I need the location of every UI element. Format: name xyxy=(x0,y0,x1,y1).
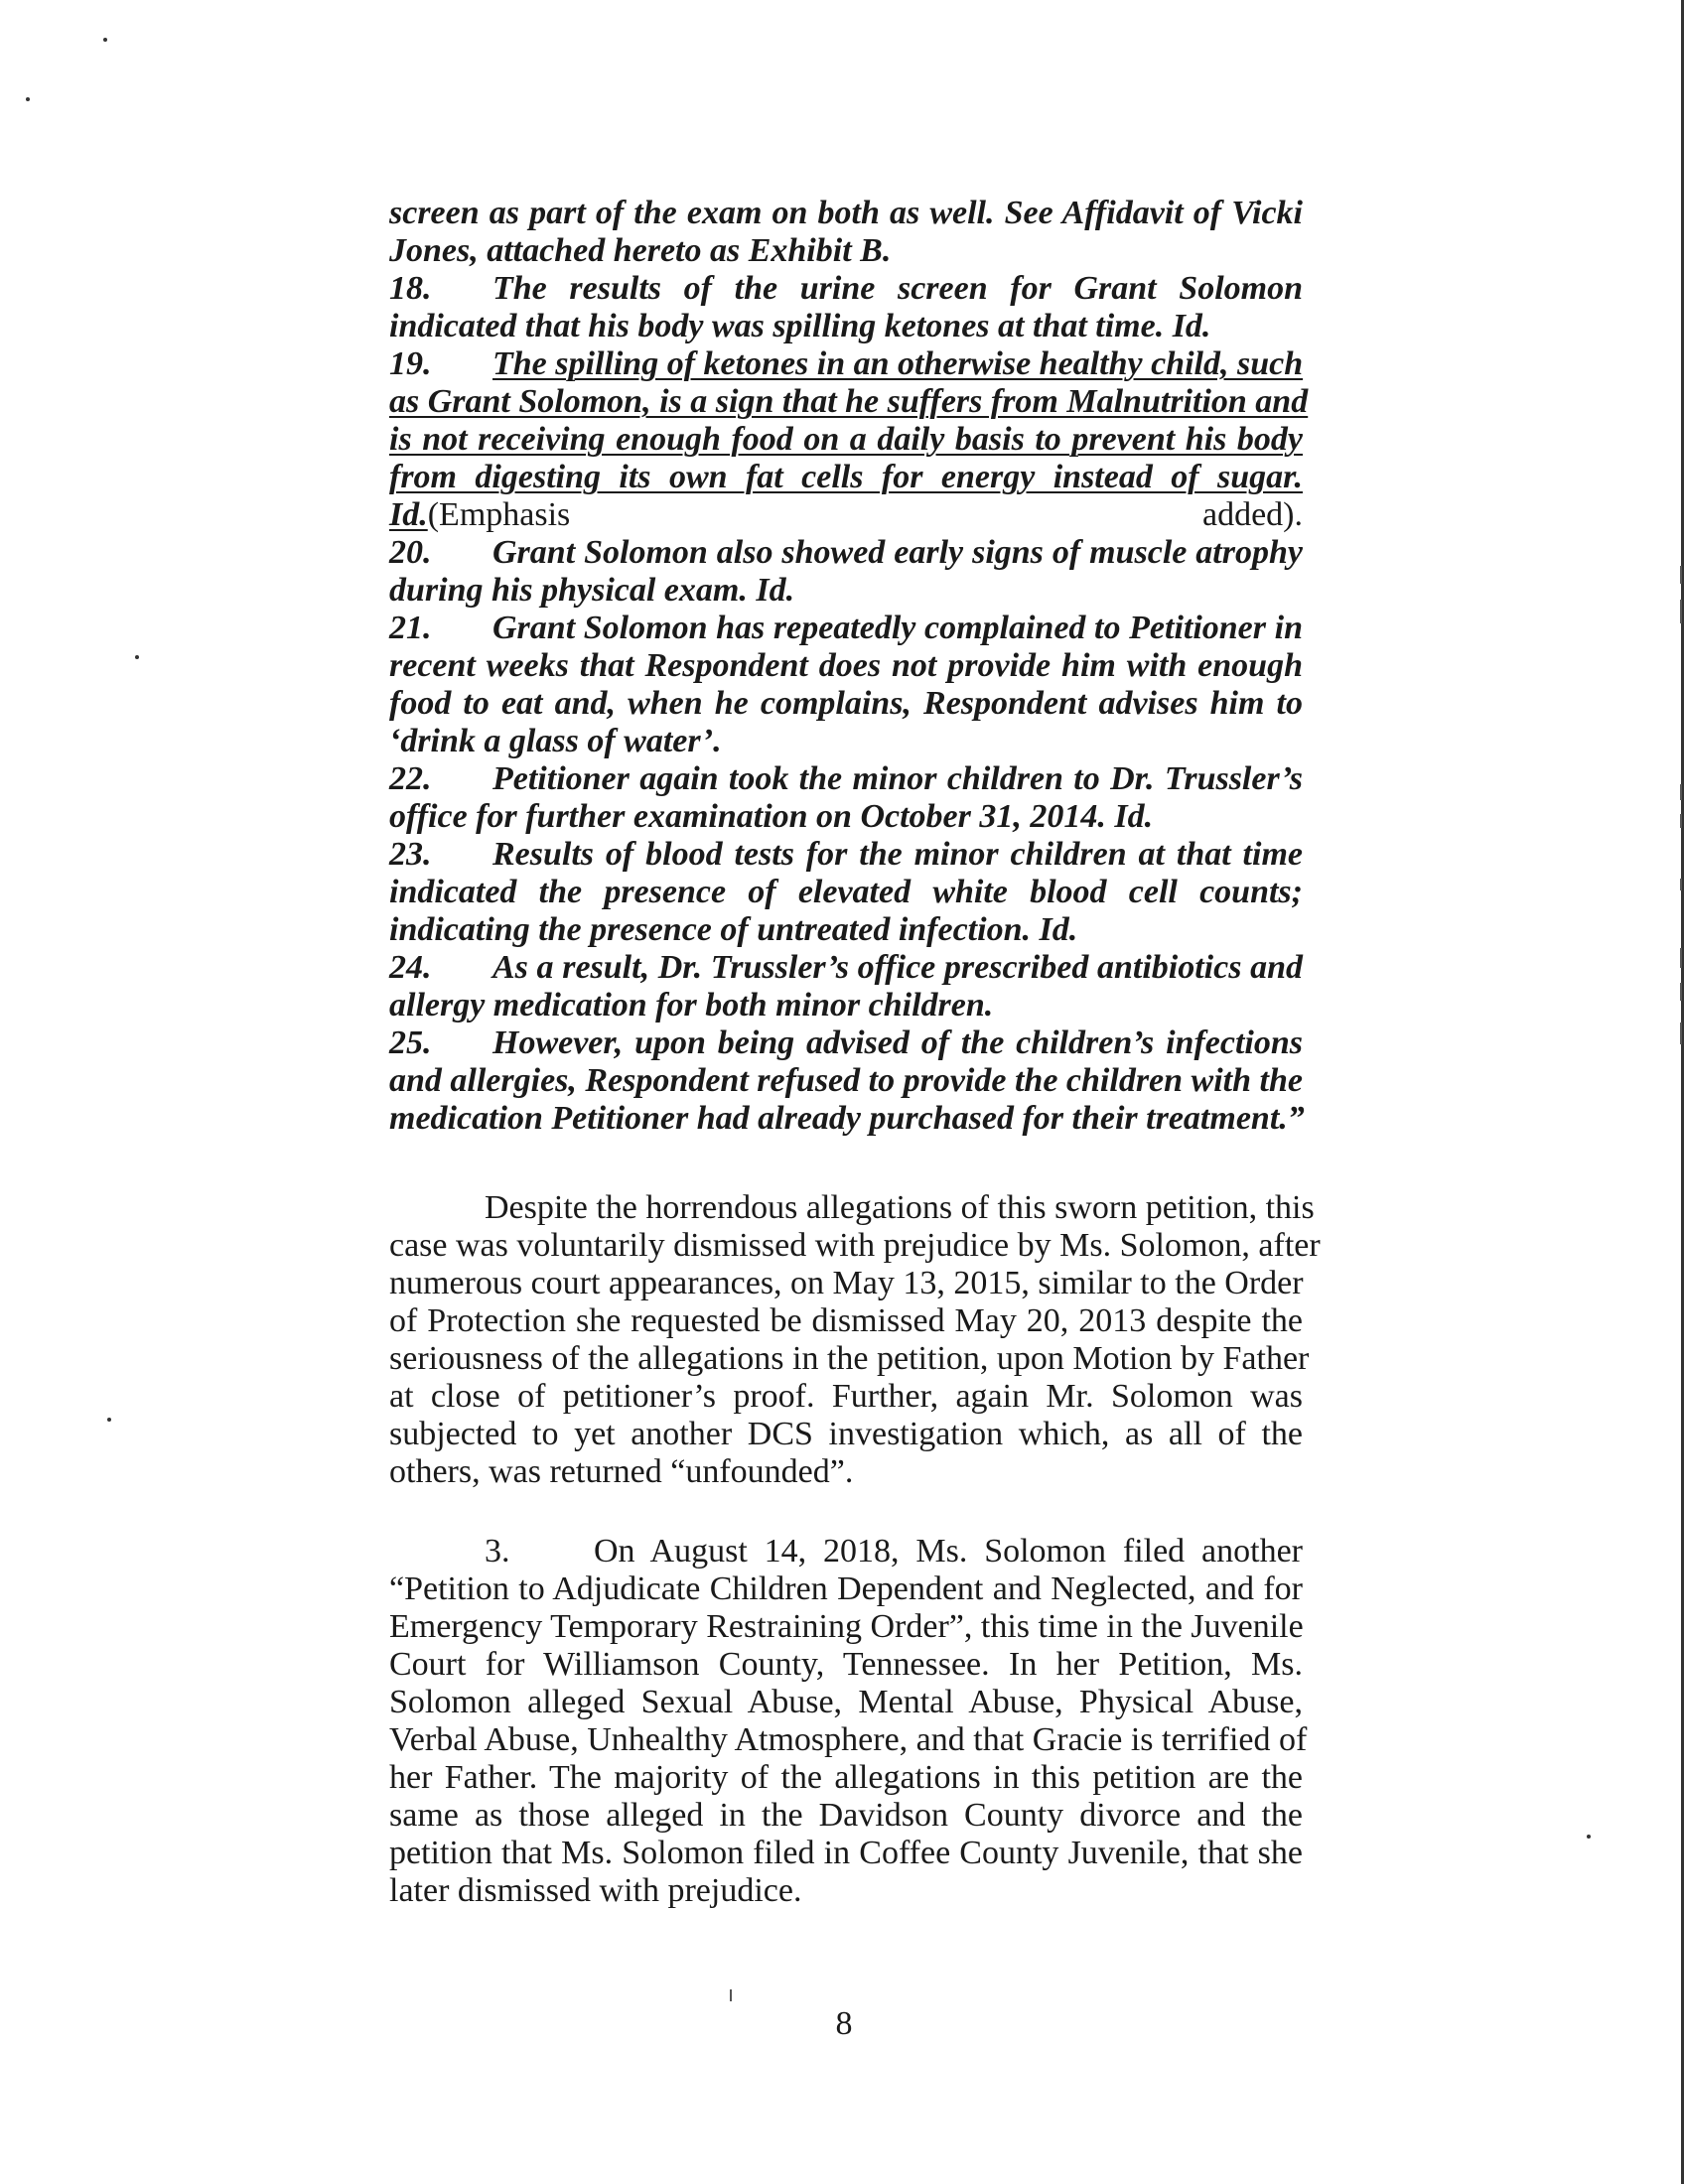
paragraph-number: 25. xyxy=(389,1024,432,1061)
quote-line: indicated that his body was spilling ketones at that time. Id. xyxy=(389,308,1211,344)
paragraph-line: at close of petitioner’s proof. Further, again Mr. Solomon was xyxy=(389,1378,1303,1415)
quote-line: recent weeks that Respondent does not provide him with enough xyxy=(389,647,1303,684)
paragraph-number: 22. xyxy=(389,760,432,797)
allegation-23: 23. Results of blood tests for the minor children at that time xyxy=(389,836,1303,873)
paragraph-number: 3. xyxy=(485,1533,510,1570)
emphasis-note xyxy=(389,496,1303,534)
paragraph-line: Solomon alleged Sexual Abuse, Mental Abuse, Physical Abuse, xyxy=(389,1684,1303,1720)
scan-speck xyxy=(135,655,139,659)
allegation-24: 24. As a result, Dr. Trussler’s office prescribed antibiotics and xyxy=(389,949,1303,986)
paragraph-first-line: 3. On August 14, 2018, Ms. Solomon filed another xyxy=(485,1533,1303,1570)
scan-artifact xyxy=(1680,814,1682,828)
scan-artifact xyxy=(1680,948,1682,968)
paragraph-number: 24. xyxy=(389,949,432,986)
emphasized-text: The spilling of ketones in an otherwise healthy child, such xyxy=(492,345,1304,382)
paragraph-line: of Protection she requested be dismissed May 20, 2013 despite the xyxy=(389,1302,1303,1339)
quote-line: during his physical exam. Id. xyxy=(389,572,795,609)
paragraph-number: 19. xyxy=(389,345,432,382)
id-citation: Id. xyxy=(389,496,428,533)
scan-artifact xyxy=(1680,600,1682,623)
quote-line: allergy medication for both minor children. xyxy=(389,987,994,1024)
paragraph-line: Court for Williamson County, Tennessee. In her Petition, Ms. xyxy=(389,1646,1303,1683)
scan-speck xyxy=(103,38,107,42)
quote-line: Jones, attached hereto as Exhibit B. xyxy=(389,232,892,269)
allegation-25: 25. However, upon being advised of the children’s infections xyxy=(389,1024,1303,1061)
paragraph-line: later dismissed with prejudice. xyxy=(389,1872,802,1909)
quote-line: and allergies, Respondent refused to provide the children with the xyxy=(389,1062,1303,1099)
paragraph-line: same as those alleged in the Davidson County divorce and the xyxy=(389,1797,1303,1834)
paragraph-line: her Father. The majority of the allegations in this petition are the xyxy=(389,1759,1303,1796)
paragraph-line: “Petition to Adjudicate Children Dependent and Neglected, and for xyxy=(389,1570,1303,1607)
scan-speck xyxy=(107,1418,111,1422)
scan-artifact xyxy=(730,1989,732,2001)
paragraph-line: seriousness of the allegations in the petition, upon Motion by Father xyxy=(389,1340,1310,1377)
quote-line: office for further examination on October 31, 2014. Id. xyxy=(389,798,1154,835)
scan-artifact xyxy=(1680,1023,1682,1044)
paragraph-line: numerous court appearances, on May 13, 2015, similar to the Order xyxy=(389,1265,1304,1301)
paragraph-line: Verbal Abuse, Unhealthy Atmosphere, and that Gracie is terrified of xyxy=(389,1721,1308,1758)
emphasis-added: added). xyxy=(1201,496,1303,533)
paragraph-line: Emergency Temporary Restraining Order”, this time in the Juvenile xyxy=(389,1608,1304,1645)
scan-artifact xyxy=(1680,784,1682,800)
paragraph-number: 23. xyxy=(389,836,432,873)
paragraph-line: petition that Ms. Solomon filed in Coffee County Juvenile, that she xyxy=(389,1835,1303,1871)
paragraph-line: subjected to yet another DCS investigation which, as all of the xyxy=(389,1416,1303,1452)
emphasized-line: from digesting its own fat cells for energy instead of sugar. xyxy=(389,459,1303,495)
quote-line: medication Petitioner had already purchased for their treatment.” xyxy=(389,1100,1305,1137)
allegation-21: 21. Grant Solomon has repeatedly complained to Petitioner in xyxy=(389,610,1303,646)
allegation-18: 18. The results of the urine screen for Grant Solomon xyxy=(389,270,1303,307)
allegation-22: 22. Petitioner again took the minor children to Dr. Trussler’s xyxy=(389,760,1303,797)
paragraph-line: others, was returned “unfounded”. xyxy=(389,1453,854,1490)
scan-artifact xyxy=(1680,879,1682,890)
quote-line: food to eat and, when he complains, Respondent advises him to xyxy=(389,685,1303,722)
emphasized-line: is not receiving enough food on a daily basis to prevent his body xyxy=(389,421,1303,458)
scan-speck xyxy=(1587,1835,1591,1839)
paragraph-line: Despite the horrendous allegations of this sworn petition, this xyxy=(485,1189,1315,1226)
allegation-20: 20. Grant Solomon also showed early signs of muscle atrophy xyxy=(389,534,1303,571)
allegation-19 xyxy=(389,345,1303,383)
quote-line: indicated the presence of elevated white blood cell counts; xyxy=(389,874,1303,910)
scan-artifact xyxy=(1680,566,1682,584)
emphasized-line: as Grant Solomon, is a sign that he suffers from Malnutrition and xyxy=(389,383,1309,420)
emphasis-label: (Emphasis xyxy=(427,496,571,533)
quote-line: indicating the presence of untreated infection. Id. xyxy=(389,911,1078,948)
scan-artifact xyxy=(1680,983,1682,1001)
paragraph-number: 21. xyxy=(389,610,432,646)
quote-line: ‘drink a glass of water’. xyxy=(389,723,722,759)
page-number: 8 xyxy=(835,2005,853,2042)
quote-line: screen as part of the exam on both as well. See Affidavit of Vicki xyxy=(389,195,1303,231)
paragraph-number: 18. xyxy=(389,270,432,307)
paragraph-line: case was voluntarily dismissed with prejudice by Ms. Solomon, after xyxy=(389,1227,1321,1264)
paragraph xyxy=(389,1189,1321,1491)
scan-speck xyxy=(26,97,30,101)
paragraph-number: 20. xyxy=(389,534,432,571)
paragraph xyxy=(389,1533,1308,1910)
